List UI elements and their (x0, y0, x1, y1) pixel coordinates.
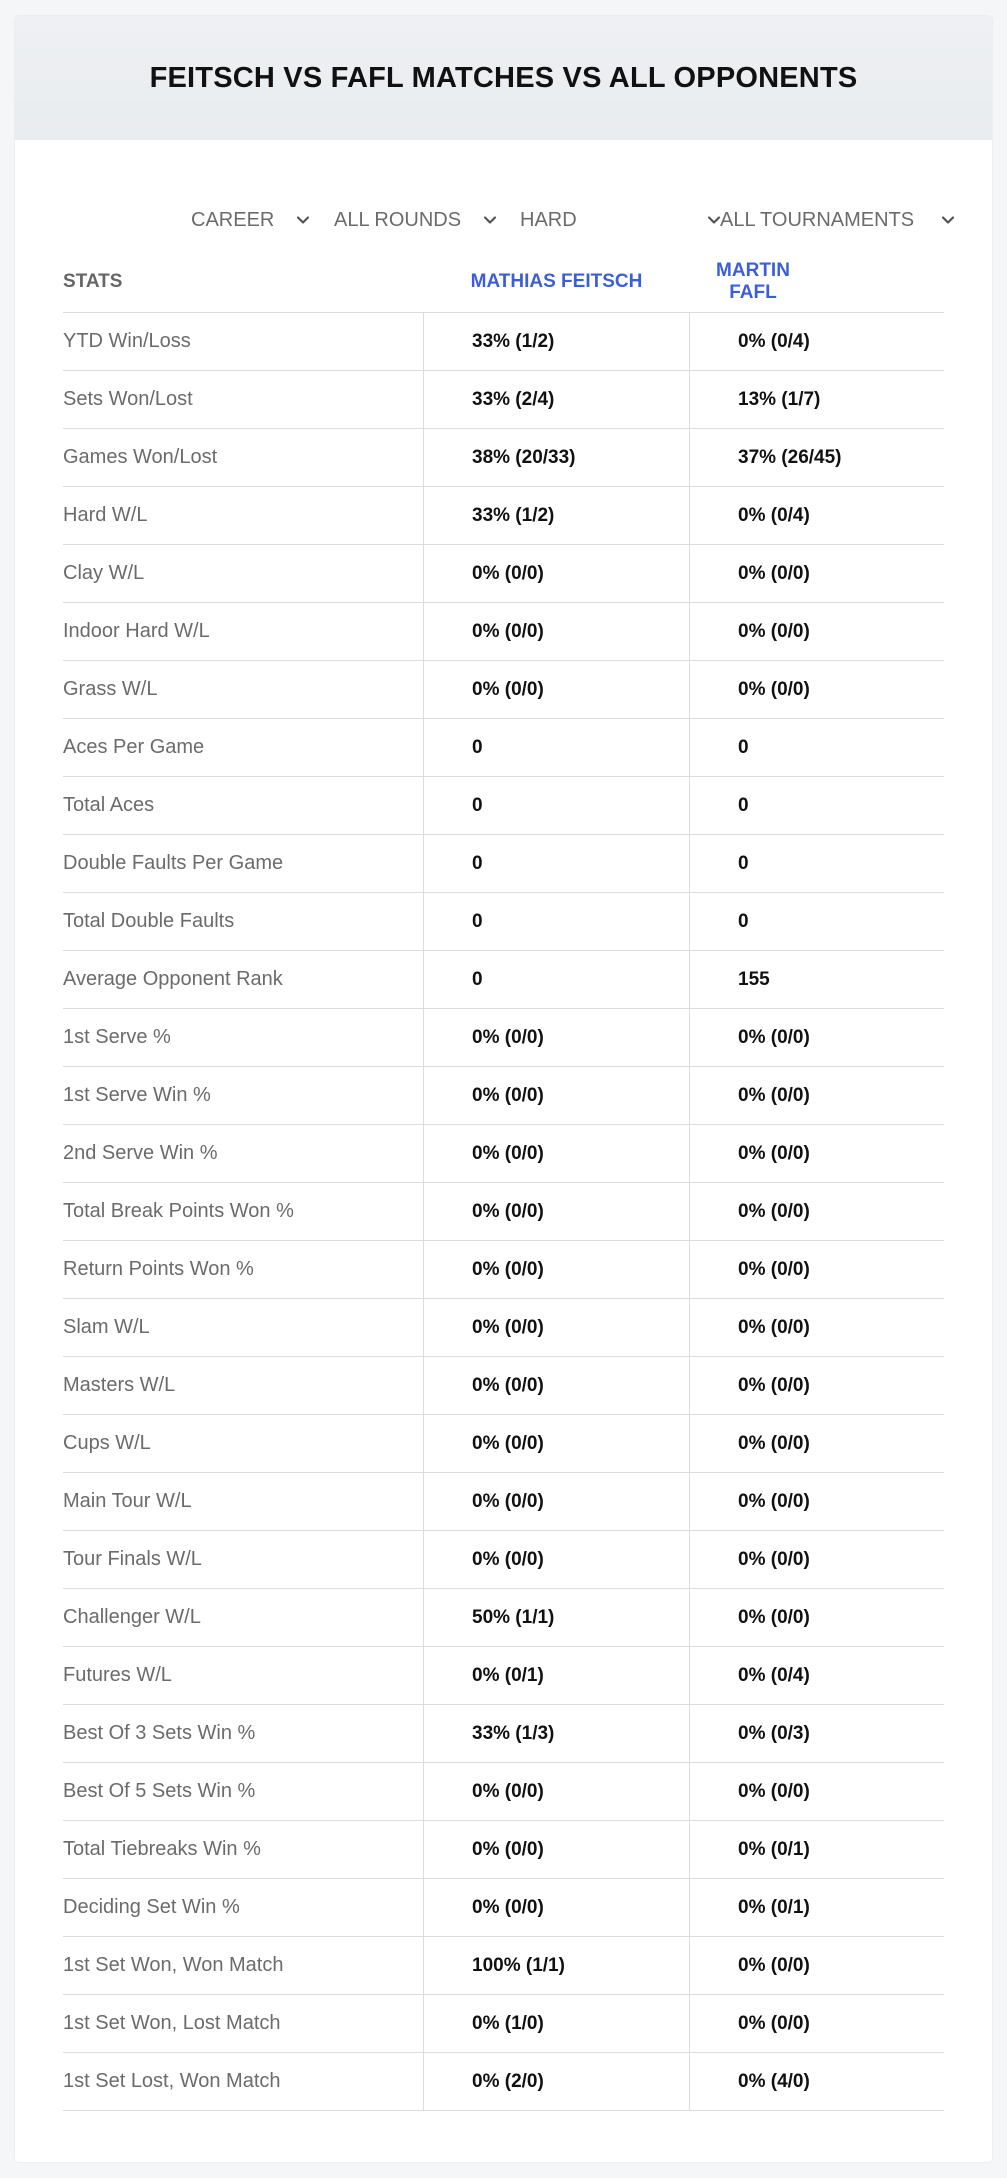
player2-stat-value: 0 (738, 794, 749, 816)
player2-stat-value: 0% (0/0) (738, 1026, 810, 1048)
table-row (63, 1357, 944, 1415)
table-row (63, 429, 944, 487)
player1-stat-value: 0 (424, 835, 690, 892)
table-body (63, 313, 944, 2111)
stat-label: Aces Per Game (63, 719, 424, 776)
table-row (63, 719, 944, 777)
player1-stat-value: 0% (0/0) (424, 1241, 690, 1298)
player2-stat-value: 0 (738, 852, 749, 874)
period-filter[interactable] (175, 192, 334, 248)
player2-stat-value: 0% (0/0) (738, 1316, 810, 1338)
player2-stat-value: 0% (0/0) (738, 1432, 810, 1454)
stats-column-header: STATS (63, 271, 123, 292)
table-row (63, 1763, 944, 1821)
player2-stat-value: 0% (0/4) (738, 504, 810, 526)
player2-stat-value: 0% (4/0) (738, 2070, 810, 2092)
stat-label: YTD Win/Loss (63, 313, 424, 370)
surface-filter[interactable] (520, 192, 720, 248)
table-row (63, 777, 944, 835)
table-row (63, 1589, 944, 1647)
player2-stat-value: 0% (0/0) (738, 562, 810, 584)
stat-label: Futures W/L (63, 1647, 424, 1704)
player1-stat-value: 0 (424, 719, 690, 776)
player1-stat-value: 0% (1/0) (424, 1995, 690, 2052)
round-filter-value: ALL ROUNDS (334, 208, 462, 231)
table-row (63, 371, 944, 429)
stat-label: 1st Serve Win % (63, 1067, 424, 1124)
stat-label: Deciding Set Win % (63, 1879, 424, 1936)
chevron-down-icon (940, 212, 956, 228)
player1-stat-value: 0% (0/0) (424, 1763, 690, 1820)
table-row (63, 1937, 944, 1995)
chevron-down-icon (482, 212, 498, 228)
table-row (63, 1299, 944, 1357)
stat-label: Main Tour W/L (63, 1473, 424, 1530)
player2-stat-value: 155 (738, 968, 770, 990)
player2-stat-value: 0% (0/0) (738, 678, 810, 700)
table-row (63, 487, 944, 545)
stat-label: Masters W/L (63, 1357, 424, 1414)
player2-stat-value: 0% (0/1) (738, 1896, 810, 1918)
stat-label: Average Opponent Rank (63, 951, 424, 1008)
player1-link[interactable]: MATHIAS FEITSCH (470, 271, 643, 292)
stats-card (15, 16, 992, 2162)
player1-stat-value: 0% (0/0) (424, 661, 690, 718)
player2-link[interactable]: MARTIN FAFL (716, 260, 790, 303)
stat-label: Return Points Won % (63, 1241, 424, 1298)
table-row (63, 603, 944, 661)
table-row (63, 661, 944, 719)
table-row (63, 1995, 944, 2053)
player1-stat-value: 0 (424, 777, 690, 834)
table-row (63, 1647, 944, 1705)
player1-stat-value: 100% (1/1) (424, 1937, 690, 1994)
player1-stat-value: 0% (0/0) (424, 1415, 690, 1472)
player1-stat-value: 0% (2/0) (424, 2053, 690, 2110)
player1-stat-value: 0% (0/0) (424, 603, 690, 660)
stat-label: Sets Won/Lost (63, 371, 424, 428)
player2-stat-value: 0% (0/0) (738, 1374, 810, 1396)
player2-stat-value: 0% (0/3) (738, 1722, 810, 1744)
player2-stat-value: 0% (0/0) (738, 1084, 810, 1106)
stat-label: 2nd Serve Win % (63, 1125, 424, 1182)
player2-stat-value: 37% (26/45) (738, 446, 842, 468)
player2-stat-value: 0% (0/0) (738, 1780, 810, 1802)
player2-stat-value: 0% (0/0) (738, 1200, 810, 1222)
stat-label: Grass W/L (63, 661, 424, 718)
player1-stat-value: 0 (424, 893, 690, 950)
round-filter[interactable] (334, 192, 520, 248)
player2-stat-value: 0 (738, 736, 749, 758)
stat-label: Hard W/L (63, 487, 424, 544)
player2-stat-value: 0% (0/0) (738, 1142, 810, 1164)
table-row (63, 1183, 944, 1241)
table-row (63, 835, 944, 893)
stat-label: Games Won/Lost (63, 429, 424, 486)
stat-label: Best Of 5 Sets Win % (63, 1763, 424, 1820)
player2-column-header (690, 260, 944, 304)
table-row (63, 1067, 944, 1125)
player2-stat-value: 13% (1/7) (738, 388, 821, 410)
stat-label: Total Break Points Won % (63, 1183, 424, 1240)
stats-table (63, 252, 944, 2111)
stat-label: Total Double Faults (63, 893, 424, 950)
table-row (63, 951, 944, 1009)
player1-stat-value: 33% (1/2) (424, 487, 690, 544)
period-filter-value: CAREER (191, 208, 275, 231)
stat-label: Best Of 3 Sets Win % (63, 1705, 424, 1762)
player2-stat-value: 0% (0/1) (738, 1838, 810, 1860)
table-row (63, 545, 944, 603)
table-row (63, 1415, 944, 1473)
player1-stat-value: 33% (1/3) (424, 1705, 690, 1762)
player1-stat-value: 0 (424, 951, 690, 1008)
player1-stat-value: 0% (0/0) (424, 1067, 690, 1124)
stat-label: Challenger W/L (63, 1589, 424, 1646)
player1-stat-value: 0% (0/0) (424, 1299, 690, 1356)
tournament-filter[interactable] (720, 192, 960, 248)
surface-filter-value: HARD (520, 208, 577, 231)
stat-label: 1st Set Lost, Won Match (63, 2053, 424, 2110)
player1-stat-value: 0% (0/0) (424, 1125, 690, 1182)
stat-label: Total Aces (63, 777, 424, 834)
tournament-filter-value: ALL TOURNAMENTS (720, 208, 915, 231)
player1-stat-value: 33% (2/4) (424, 371, 690, 428)
player1-stat-value: 0% (0/0) (424, 1879, 690, 1936)
player1-stat-value: 0% (0/1) (424, 1647, 690, 1704)
player2-stat-value: 0% (0/0) (738, 1606, 810, 1628)
stat-label: Indoor Hard W/L (63, 603, 424, 660)
player1-stat-value: 0% (0/0) (424, 1473, 690, 1530)
stat-label: 1st Set Won, Lost Match (63, 1995, 424, 2052)
player2-stat-value: 0% (0/0) (738, 620, 810, 642)
table-row (63, 1705, 944, 1763)
card-header (15, 16, 992, 140)
player2-stat-value: 0% (0/0) (738, 1258, 810, 1280)
table-row (63, 2053, 944, 2111)
player1-stat-value: 0% (0/0) (424, 1821, 690, 1878)
table-row (63, 1821, 944, 1879)
table-row (63, 1009, 944, 1067)
table-row (63, 1531, 944, 1589)
player1-stat-value: 33% (1/2) (424, 313, 690, 370)
table-row (63, 893, 944, 951)
table-row (63, 313, 944, 371)
player1-stat-value: 0% (0/0) (424, 1183, 690, 1240)
table-row (63, 1125, 944, 1183)
player2-stat-value: 0% (0/0) (738, 1954, 810, 1976)
filter-bar (175, 192, 960, 248)
stat-label: Clay W/L (63, 545, 424, 602)
table-row (63, 1473, 944, 1531)
player2-stat-value: 0 (738, 910, 749, 932)
stat-label: Cups W/L (63, 1415, 424, 1472)
stat-label: Slam W/L (63, 1299, 424, 1356)
table-header (63, 252, 944, 313)
table-row (63, 1879, 944, 1937)
player2-stat-value: 0% (0/4) (738, 330, 810, 352)
table-row (63, 1241, 944, 1299)
player2-stat-value: 0% (0/0) (738, 1548, 810, 1570)
chevron-down-icon (295, 212, 311, 228)
player2-stat-value: 0% (0/0) (738, 2012, 810, 2034)
page-title: FEITSCH VS FAFL MATCHES VS ALL OPPONENTS (149, 61, 858, 94)
stat-label: Tour Finals W/L (63, 1531, 424, 1588)
player1-stat-value: 0% (0/0) (424, 1531, 690, 1588)
stat-label: 1st Serve % (63, 1009, 424, 1066)
stat-label: Double Faults Per Game (63, 835, 424, 892)
stat-label: 1st Set Won, Won Match (63, 1937, 424, 1994)
player1-stat-value: 0% (0/0) (424, 1357, 690, 1414)
stat-label: Total Tiebreaks Win % (63, 1821, 424, 1878)
player1-stat-value: 50% (1/1) (424, 1589, 690, 1646)
player1-stat-value: 38% (20/33) (424, 429, 690, 486)
player1-stat-value: 0% (0/0) (424, 1009, 690, 1066)
player2-stat-value: 0% (0/4) (738, 1664, 810, 1686)
player2-stat-value: 0% (0/0) (738, 1490, 810, 1512)
player1-stat-value: 0% (0/0) (424, 545, 690, 602)
